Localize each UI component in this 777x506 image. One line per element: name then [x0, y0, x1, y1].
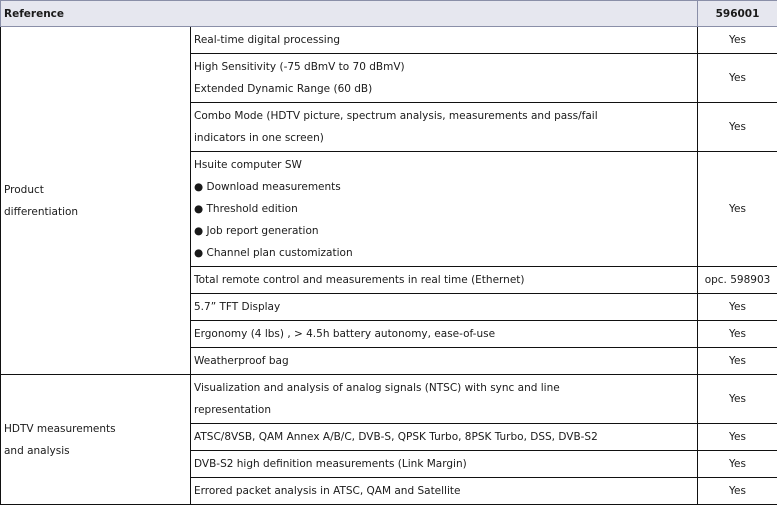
feature-text: Hsuite computer SW	[194, 159, 302, 171]
feature-text: DVB-S2 high definition measurements (Link Margin)	[194, 458, 467, 470]
value-cell: Yes	[698, 424, 777, 451]
reference-label: Reference	[1, 1, 698, 27]
feature-text: Real-time digital processing	[194, 34, 341, 46]
value-cell: Yes	[698, 321, 777, 348]
feature-cell	[191, 424, 698, 451]
feature-cell	[191, 348, 698, 375]
feature-cell	[191, 27, 698, 54]
feature-text: ATSC/8VSB, QAM Annex A/B/C, DVB-S, QPSK Turbo, 8PSK Turbo, DSS, DVB-S2	[194, 431, 598, 443]
category-label: Product	[4, 183, 44, 196]
feature-text: Extended Dynamic Range (60 dB)	[194, 83, 373, 95]
feature-cell	[191, 451, 698, 478]
feature-cell	[191, 54, 698, 103]
value-cell: Yes	[698, 375, 777, 424]
feature-text: Total remote control and measurements in real time (Ethernet)	[194, 274, 525, 286]
feature-cell	[191, 103, 698, 152]
table-row	[1, 27, 777, 54]
value-cell: Yes	[698, 478, 777, 505]
feature-text: ● Channel plan customization	[194, 247, 353, 259]
category-label: differentiation	[4, 205, 79, 218]
feature-cell	[191, 267, 698, 294]
feature-cell	[191, 375, 698, 424]
feature-text: indicators in one screen)	[194, 132, 324, 144]
feature-text: 5.7” TFT Display	[194, 301, 281, 313]
feature-text: High Sensitivity (-75 dBmV to 70 dBmV)	[194, 61, 405, 73]
category-cell	[1, 27, 191, 375]
feature-text: ● Threshold edition	[194, 203, 298, 215]
table-row	[1, 375, 777, 424]
value-cell: Yes	[698, 451, 777, 478]
category-label: HDTV measurements	[4, 422, 116, 435]
feature-text: Ergonomy (4 lbs) , > 4.5h battery autonomy, ease-of-use	[194, 328, 496, 340]
category-cell	[1, 375, 191, 505]
value-cell: Yes	[698, 54, 777, 103]
value-cell: Yes	[698, 27, 777, 54]
feature-cell	[191, 294, 698, 321]
header-row	[1, 1, 777, 27]
feature-text: Visualization and analysis of analog signals (NTSC) with sync and line	[194, 382, 560, 394]
value-cell: Yes	[698, 152, 777, 267]
feature-text: Combo Mode (HDTV picture, spectrum analysis, measurements and pass/fail	[194, 110, 598, 122]
feature-text: ● Download measurements	[194, 181, 341, 193]
value-cell: Yes	[698, 294, 777, 321]
feature-text: Errored packet analysis in ATSC, QAM and Satellite	[194, 485, 461, 497]
value-cell: Yes	[698, 103, 777, 152]
feature-cell	[191, 321, 698, 348]
feature-cell	[191, 152, 698, 267]
feature-text: ● Job report generation	[194, 225, 319, 237]
feature-text: representation	[194, 404, 272, 416]
category-label: and analysis	[4, 444, 70, 457]
model-number: 596001	[698, 1, 777, 27]
feature-text: Weatherproof bag	[194, 355, 289, 367]
value-cell: opc. 598903	[698, 267, 777, 294]
feature-cell	[191, 478, 698, 505]
value-cell: Yes	[698, 348, 777, 375]
